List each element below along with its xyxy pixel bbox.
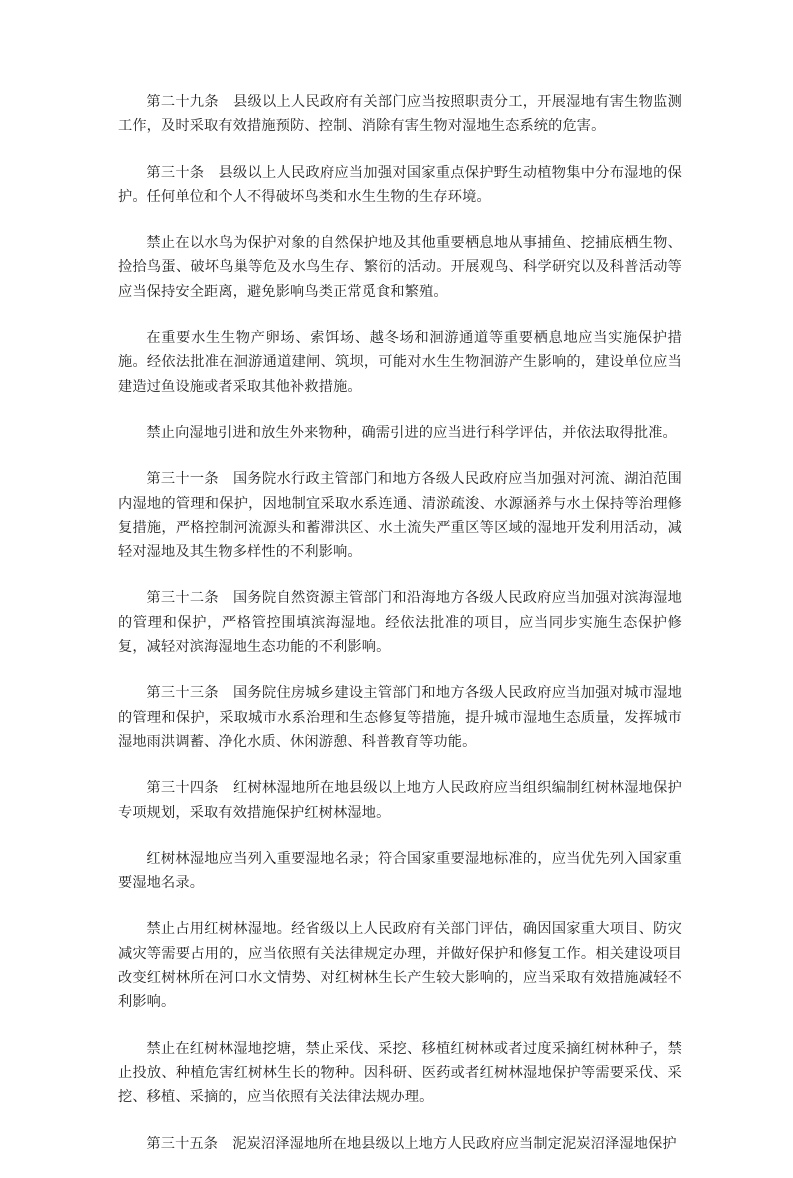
article-number: 第二十九条 [146,94,219,110]
paragraph-text: 国务院自然资源主管部门和沿海地方各级人民政府应当加强对滨海湿地的管理和保护，严格管控围填滨海湿地。经依法批准的项目，应当同步实施生态保护修复，减轻对滨海湿地生态功能的不利影响。 [118,590,682,656]
paragraph-text: 红树林湿地所在地县级以上地方人民政府应当组织编制红树林湿地保护专项规划，采取有效措施保护红树林湿地。 [118,780,682,821]
paragraph [118,917,682,1014]
document-page [118,90,682,1178]
paragraph-art-30 [118,161,682,210]
paragraph-text: 禁止在以水鸟为保护对象的自然保护地及其他重要栖息地从事捕鱼、挖捕底栖生物、捡拾鸟蛋、破坏鸟巢等危及水鸟生存、繁衍的活动。开展观鸟、科学研究以及科普活动等应当保持安全距离，避免影响鸟类正常觅食和繁殖。 [118,235,682,300]
article-number: 第三十条 [146,164,205,181]
article-number: 第三十五条 [146,1135,219,1152]
paragraph-text: 禁止在红树林湿地挖塘，禁止采伐、采挖、移植红树林或者过度采摘红树林种子，禁止投放、种植危害红树林生长的物种。因科研、医药或者红树林湿地保护等需要采伐、采挖、移植、采摘的，应当依照有关法律法规办理。 [118,1040,682,1106]
article-number: 第三十二条 [146,590,219,607]
article-number: 第三十四条 [146,780,219,797]
paragraph-text: 县级以上人民政府应当加强对国家重点保护野生动植物集中分布湿地的保护。任何单位和个人不得破坏鸟类和水生生物的生存环境。 [118,164,682,205]
paragraph [118,1037,682,1110]
paragraph [118,847,682,896]
paragraph-art-31 [118,467,682,564]
paragraph [118,421,682,445]
paragraph [118,231,682,304]
paragraph-art-29 [118,90,682,139]
paragraph-text: 红树林湿地应当列入重要湿地名录；符合国家重要湿地标准的，应当优先列入国家重要湿地名录。 [118,850,682,892]
paragraph-text: 禁止占用红树林湿地。经省级以上人民政府有关部门评估，确因国家重大项目、防灾减灾等需要占用的，应当依照有关法律规定办理，并做好保护和修复工作。相关建设项目改变红树林所在河口水文情势、对红树林生长产生较大影响的，应当采取有效措施减轻不利影响。 [118,921,682,1011]
paragraph-text: 在重要水生生物产卵场、索饵场、越冬场和洄游通道等重要栖息地应当实施保护措施。经依法批准在洄游通道建闸、筑坝，可能对水生生物洄游产生影响的，建设单位应当建造过鱼设施或者采取其他补救措施。 [118,330,682,395]
paragraph-text: 泥炭沼泽湿地所在地县级以上地方人民政府应当制定泥炭沼泽湿地保护 [232,1135,677,1152]
article-number: 第三十一条 [146,471,219,488]
paragraph-art-35 [118,1132,682,1156]
paragraph-text: 县级以上人民政府有关部门应当按照职责分工，开展湿地有害生物监测工作，及时采取有效措施预防、控制、消除有害生物对湿地生态系统的危害。 [118,94,682,135]
paragraph-art-34 [118,776,682,825]
paragraph [118,326,682,399]
paragraph-text: 国务院住房城乡建设主管部门和地方各级人民政府应当加强对城市湿地的管理和保护，采取城市水系治理和生态修复等措施，提升城市湿地生态质量，发挥城市湿地雨洪调蓄、净化水质、休闲游憩、科普教育等功能。 [118,685,682,750]
paragraph-text: 国务院水行政主管部门和地方各级人民政府应当加强对河流、湖泊范围内湿地的管理和保护，因地制宜采取水系连通、清淤疏浚、水源涵养与水土保持等治理修复措施，严格控制河流源头和蓄滞洪区、水土流失严重区等区域的湿地开发利用活动，减轻对湿地及其生物多样性的不利影响。 [118,471,682,561]
paragraph-text: 禁止向湿地引进和放生外来物种，确需引进的应当进行科学评估，并依法取得批准。 [146,424,677,441]
article-number: 第三十三条 [146,685,219,702]
paragraph-art-33 [118,681,682,754]
paragraph-art-32 [118,586,682,659]
